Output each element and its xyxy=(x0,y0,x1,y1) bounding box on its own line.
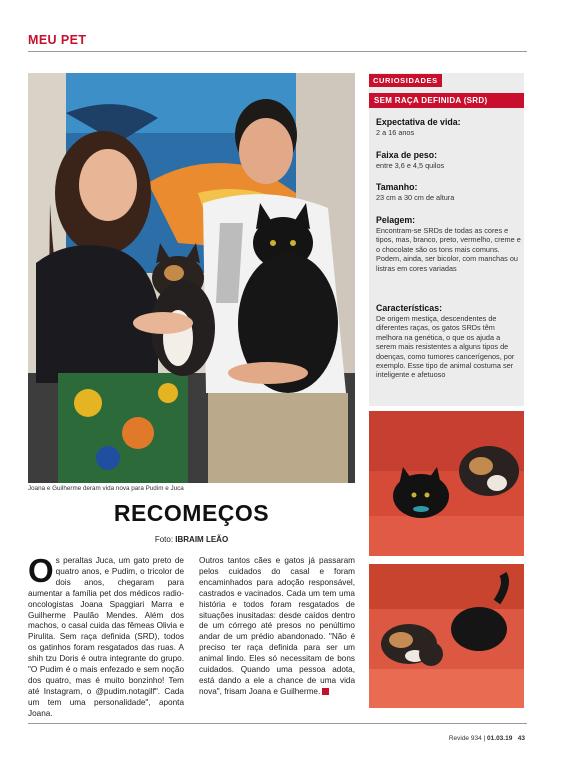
fact-size xyxy=(376,182,522,202)
fact-life-expectancy xyxy=(376,117,522,137)
photo-credit xyxy=(28,535,355,544)
fact-label: Faixa de peso: xyxy=(376,150,438,160)
footer-separator: | xyxy=(483,735,486,742)
section-label: MEU PET xyxy=(28,33,87,47)
bottom-divider xyxy=(28,723,527,724)
fact-value: entre 3,6 e 4,5 quilos xyxy=(376,161,445,170)
fact-label: Pelagem: xyxy=(376,215,416,225)
credit-prefix: Foto: xyxy=(154,535,174,544)
fact-label: Características: xyxy=(376,303,443,313)
main-photo xyxy=(28,73,355,483)
credit-name: IBRAIM LEÃO xyxy=(175,535,229,544)
fact-traits xyxy=(376,303,522,380)
page-footer xyxy=(449,735,525,742)
fact-label: Expectativa de vida: xyxy=(376,117,461,127)
end-mark-icon xyxy=(322,688,329,695)
magazine-name: Revide 934 xyxy=(448,735,482,742)
fact-value: 23 cm a 30 cm de altura xyxy=(376,193,455,202)
dropcap: O xyxy=(28,552,54,589)
top-divider xyxy=(28,51,527,52)
fact-coat xyxy=(376,215,522,273)
article-column-1 xyxy=(28,552,184,720)
article-text-2: Outros tantos cães e gatos já passaram pelos cuidados do casal e foram encaminhados para adoção responsável, castrados e vacinados. Cada um tem uma história e todos foram resgatados de situações inusitadas: desde caídos dentro de um córrego até presos no penúltimo andar de um prédio abandonado. "Não é preciso ter raça definida para ser um animal lindo. Eles só necessitam de bons cuidados. Quando uma pessoa adota, está dando a ele a chance de uma vida nova", frisam Joana e Guilherme. xyxy=(199,556,355,696)
sidebar-title: SEM RAÇA DEFINIDA (SRD) xyxy=(369,93,524,108)
article-text-1: s peraltas Juca, um gato preto de quatro anos, e Pudim, o tricolor de dois anos, chegaram para aumentar a família pet dos médicos radio-oncologistas Joana Spaggiari Marra e Guilherme Paulão Mendes. Além dos machos, o casal cuida das fêmeas Olivia e Pirulita. Sem raça definida (SRD), todos os gatinhos foram resgatados das ruas. A shih tzu Doris é outra integrante do grupo. "O Pudim é o mais enfezado e sem noção dos quatro, mas é muito bonzinho! Tem até Instagram, o @pudim.notagilf". Cada um tem uma personalidade", aponta Joana. xyxy=(28,556,184,718)
issue-date: 01.03.19 xyxy=(487,735,513,742)
fact-value: 2 a 16 anos xyxy=(376,128,415,137)
fact-label: Tamanho: xyxy=(376,182,418,192)
page-number: 43 xyxy=(517,735,525,742)
cats-on-couch-photo-2 xyxy=(369,564,524,708)
fact-value: De origem mestiça, descendentes de diferentes raças, os gatos SRDs têm melhora na genética, o que os ajuda a serem mais resistentes a alguns tipos de doenças, como tumores cancerígenos, por exemplo. Esse tipo de animal costuma ser inteligente e afetuoso xyxy=(376,314,515,380)
photo-caption: Joana e Guilherme deram vida nova para Pudim e Juca xyxy=(28,485,184,492)
cats-on-couch-photo-1 xyxy=(369,411,524,556)
article-column-2 xyxy=(199,556,355,698)
sidebar-kicker: CURIOSIDADES xyxy=(369,74,442,87)
fact-weight xyxy=(376,150,522,170)
headline: RECOMEÇOS xyxy=(113,500,270,526)
fact-value: Encontram-se SRDs de todas as cores e tipos, mas, branco, preto, vermelho, creme e o chocolate são os tons mais comuns. Podem, ainda, ser bicolor, com manchas ou listras em cores variadas xyxy=(376,226,521,273)
